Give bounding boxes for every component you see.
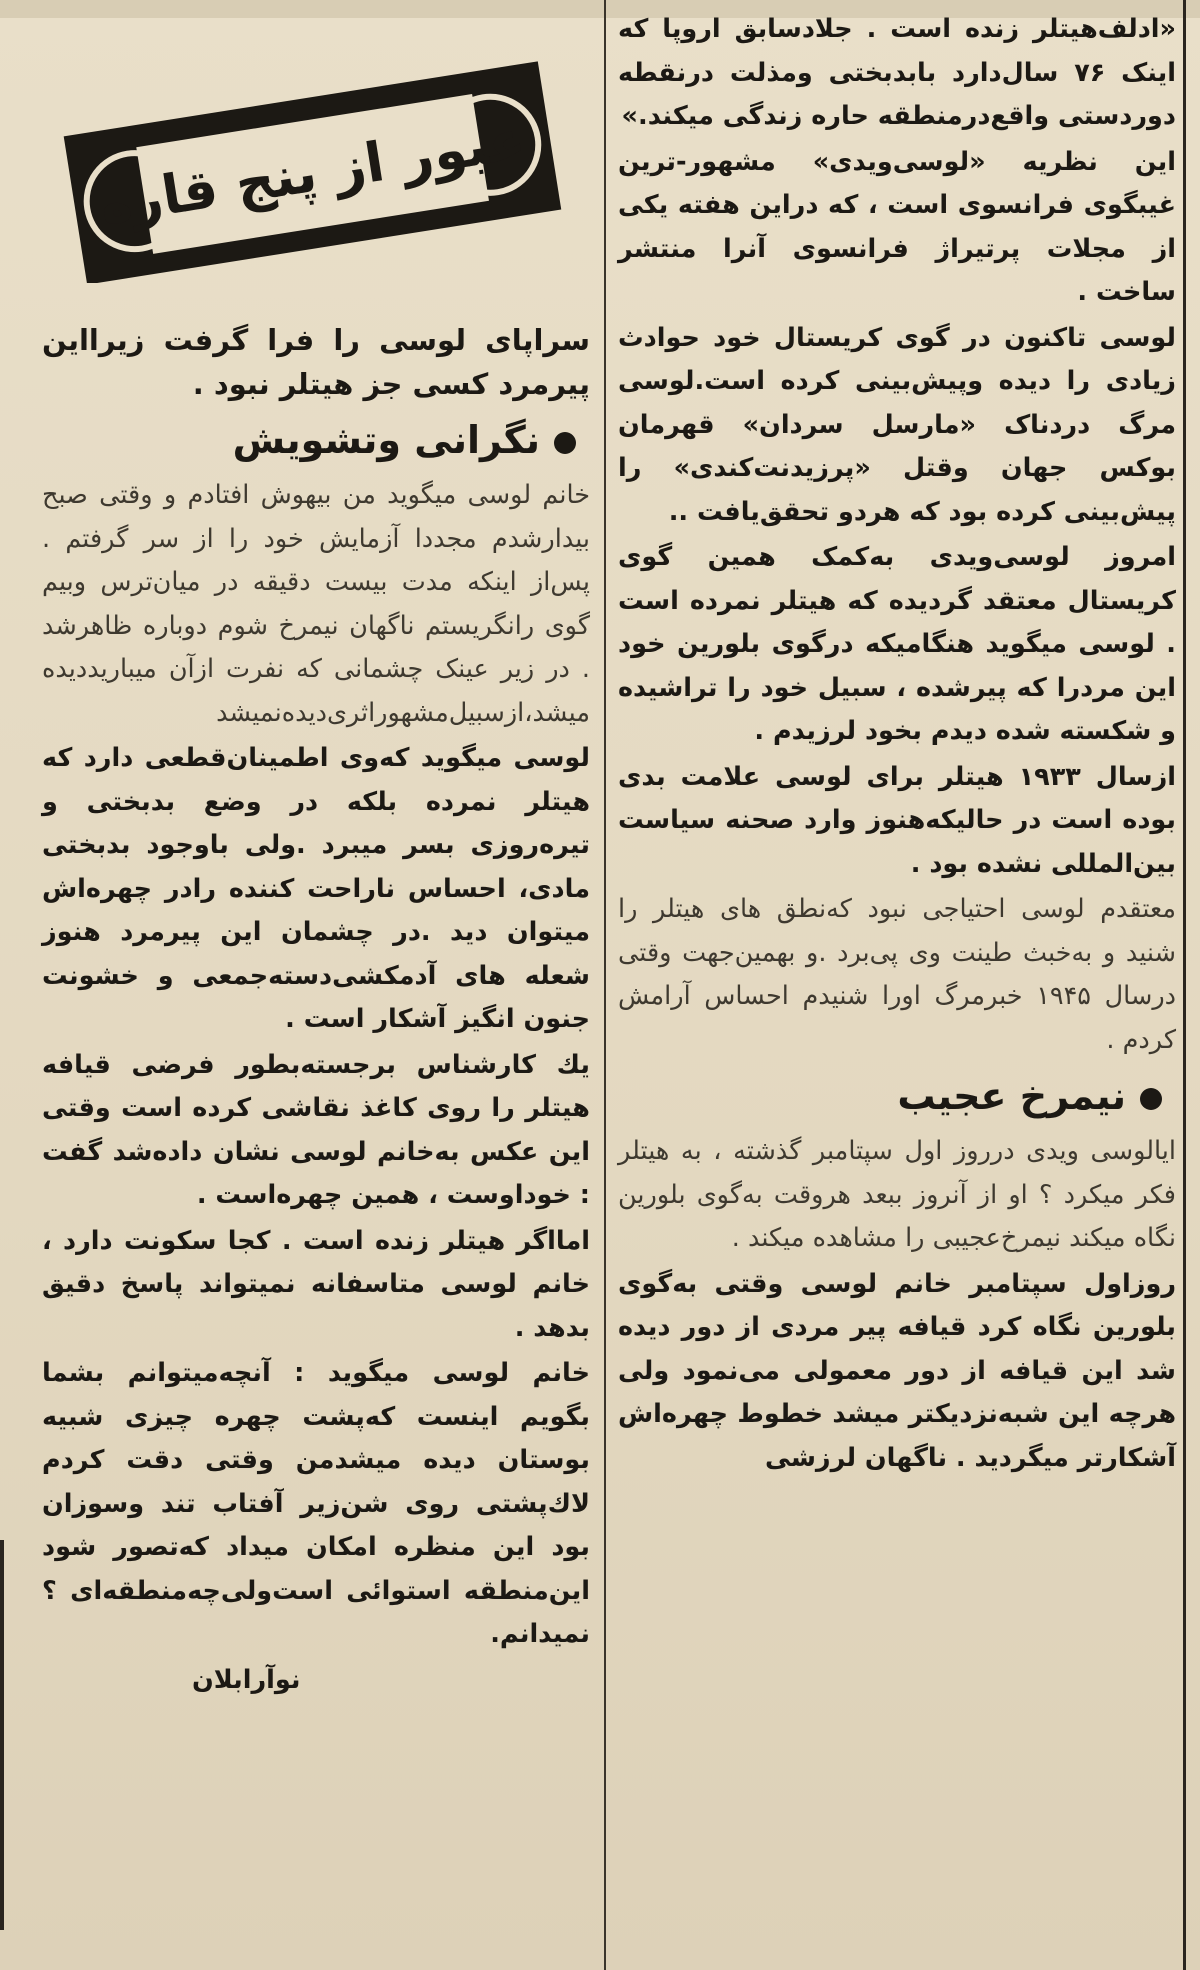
article-paragraph: «ادلف‌هیتلر زنده است . جلادسابق اروپا که اینک ۷۶ سال‌دارد بابدبختی ومذلت درنقطه دوردستی واقع‌درمنطقه حاره زندگی میکند.» [618, 14, 1176, 131]
author-signature: نوآرابلان [192, 1664, 301, 1695]
right-column [618, 8, 1176, 1482]
lead-paragraph: سراپای لوسی را فرا گرفت زیرااین پیرمرد کسی جز هیتلر نبود . [42, 323, 590, 401]
column-divider [604, 0, 606, 1970]
article-paragraph: ایالوسی ویدی درروز اول سپتامبر گذشته ، به هیتلر فکر میکرد ؟ او از آنروز ببعد هروقت به‌گوی بلورین نگاه میکند نیمرخ‌عجیبی را مشاهده میکند . [618, 1136, 1176, 1253]
article-paragraph: امااگر هیتلر زنده است . کجا سکونت دارد ، خانم لوسی متاسفانه نمیتواند پاسخ دقیق بدهد . [42, 1225, 590, 1343]
article-paragraph: خانم لوسی میگوید من بیهوش افتادم و وقتی صبح بیدارشدم مجددا آزمایش خود را از سر گرفتم . پس‌از اینکه مدت بیست دقیقه در میان‌ترس وبیم گوی رانگریستم ناگهان نیمرخ شوم دوباره ظاهرشد . در زیر عینک چشمانی که نفرت ازآن میباریددیده میشد،ازسبیل‌مشهوراثری‌دیده‌نمیشد [42, 480, 590, 728]
page-left-edge-rule [0, 1540, 4, 1930]
article-paragraph: این نظریه «لوسی‌ویدی» مشهور-ترین غیبگوی فرانسوی است ، که دراین هفته یکی از مجلات پرتیراژ فرانسوی آنرا منتشر ساخت . [618, 146, 1176, 307]
series-logo [52, 58, 572, 283]
article-paragraph: لوسی تاکنون در گوی کریستال خود حوادث زیادی را دیده وپیش‌بینی کرده است.لوسی مرگ دردناک «مارسل سردان» قهرمان بوکس جهان وقتل «پرزیدنت‌کندی» را پیش‌بینی کرده بود که هردو تحقق‌یافت .. [618, 322, 1176, 527]
left-column [42, 318, 590, 1704]
page-right-edge [1183, 0, 1186, 1970]
section-heading [618, 1066, 1176, 1126]
bullet-icon [554, 432, 576, 454]
bullet-icon [1140, 1088, 1162, 1110]
section-heading-text: نگرانی وتشویش [232, 418, 540, 462]
section-heading [42, 410, 590, 470]
logo-title: عبور از پنج قاره [95, 107, 530, 238]
article-paragraph: خانم لوسی میگوید : آنچه‌میتوانم بشما بگویم اینست که‌پشت چهره چیزی شبیه بوستان دیده میشدمن وقتی دقت کردم لاك‌پشتی روی شن‌زیر آفتاب تند وسوزان بود این منظره امکان میداد که‌تصور شود این‌منطقه استوائی است‌ولی‌چه‌منطقه‌ای ؟نمیدانم. [42, 1358, 590, 1649]
article-paragraph: یك کارشناس برجسته‌بطور فرضی قیافه هیتلر را روی کاغذ نقاشی کرده است وقتی این عکس به‌خانم لوسی نشان داده‌شد گفت : خوداوست ، همین چهره‌است . [42, 1049, 590, 1210]
article-paragraph: روزاول سپتامبر خانم لوسی وقتی به‌گوی بلورین نگاه کرد قیافه پیر مردی از دور دیده شد این قیافه از دور معمولی می‌نمود ولی هرچه این شبه‌نزدیکتر میشد خطوط چهره‌اش آشکارتر میگردید . ناگهان لرزشی [618, 1268, 1176, 1473]
article-paragraph: امروز لوسی‌ویدی به‌کمک همین گوی کریستال معتقد گردیده که هیتلر نمرده است . لوسی میگوید هنگامیکه درگوی بلورین خود این مردرا که پیرشده ، سبیل خود را تراشیده و شکسته شده دیدم بخود لرزیدم . [618, 542, 1176, 746]
section-heading-text: نیمرخ عجیب [897, 1074, 1126, 1118]
article-paragraph: ازسال ۱۹۳۳ هیتلر برای لوسی علامت بدی بوده است در حالیکه‌هنوز وارد صحنه سیاست بین‌المللی نشده بود . [618, 761, 1176, 879]
article-paragraph: معتقدم لوسی احتیاجی نبود که‌نطق های هیتلر را شنید و به‌خبث طینت وی پی‌برد .و بهمین‌جهت وقتی درسال ۱۹۴۵ خبرمرگ اورا شنیدم احساس آرامش کردم . [618, 894, 1176, 1055]
article-paragraph: لوسی میگوید که‌وی اطمینان‌قطعی دارد که هیتلر نمرده بلکه در وضع بدبختی و تیره‌روزی بسر میبرد .ولی باوجود بدبختی مادی، احساس ناراحت کننده رادر چهره‌اش میتوان دید .در چشمان این پیرمرد هنوز شعله های آدمکشی‌دسته‌جمعی و خشونت جنون انگیز آشکار است . [42, 743, 590, 1034]
